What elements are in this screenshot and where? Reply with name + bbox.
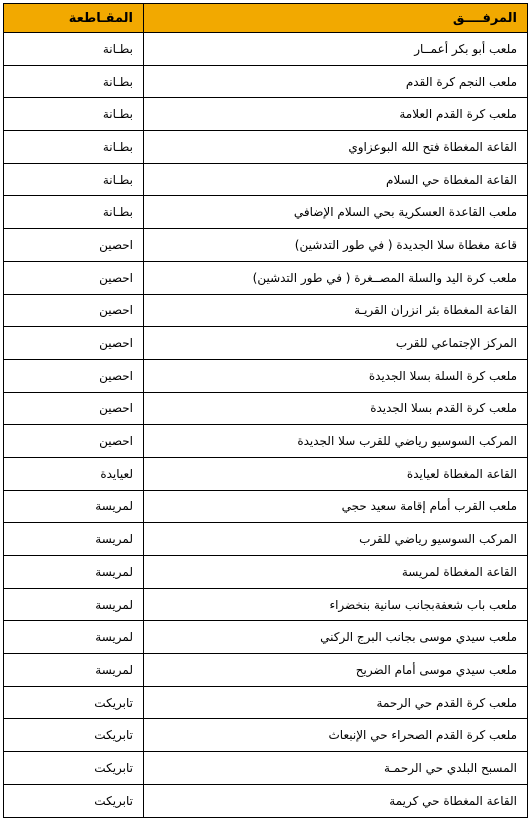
facility-cell[interactable]: القاعة المغطاة لعيايدة	[144, 457, 528, 490]
district-cell[interactable]: بطـانة	[4, 98, 144, 131]
district-cell[interactable]: بطـانة	[4, 163, 144, 196]
district-cell[interactable]: لعيايدة	[4, 457, 144, 490]
table-row	[4, 556, 528, 589]
facility-cell[interactable]: ملعب باب شعفةبجانب سانية بنخضراء	[144, 588, 528, 621]
facility-cell[interactable]: ملعب كرة السلة بسلا الجديدة	[144, 359, 528, 392]
table-row	[4, 588, 528, 621]
district-cell[interactable]: لمريسة	[4, 523, 144, 556]
facility-cell[interactable]: القاعة المغطاة حي كريمة	[144, 784, 528, 817]
table-row	[4, 229, 528, 262]
table-row	[4, 98, 528, 131]
district-cell[interactable]: احصين	[4, 392, 144, 425]
table-row	[4, 196, 528, 229]
table-row	[4, 686, 528, 719]
district-cell[interactable]: لمريسة	[4, 588, 144, 621]
district-cell[interactable]: تابريكت	[4, 719, 144, 752]
table-row	[4, 490, 528, 523]
facility-cell[interactable]: ملعب القرب أمام إقامة سعيد حجي	[144, 490, 528, 523]
district-cell[interactable]: بطـانة	[4, 131, 144, 164]
district-cell[interactable]: احصين	[4, 327, 144, 360]
table-row	[4, 784, 528, 817]
facility-cell[interactable]: ملعب القاعدة العسكرية بحي السلام الإضافي	[144, 196, 528, 229]
facility-cell[interactable]: المركز الإجتماعي للقرب	[144, 327, 528, 360]
district-cell[interactable]: لمريسة	[4, 654, 144, 687]
district-cell[interactable]: بطـانة	[4, 33, 144, 66]
district-cell[interactable]: احصين	[4, 294, 144, 327]
table-row	[4, 621, 528, 654]
facility-cell[interactable]: قاعة مغطاة سلا الجديدة ( في طور التدشين)	[144, 229, 528, 262]
facility-cell[interactable]: ملعب النجم كرة القدم	[144, 65, 528, 98]
facility-cell[interactable]: ملعب كرة القدم الصحراء حي الإنبعاث	[144, 719, 528, 752]
facility-cell[interactable]: المركب السوسيو رياضي للقرب سلا الجديدة	[144, 425, 528, 458]
table-row	[4, 752, 528, 785]
facility-cell[interactable]: ملعب كرة اليد والسلة المصــغرة ( في طور التدشين)	[144, 261, 528, 294]
table-row	[4, 359, 528, 392]
header-facility[interactable]: المرفــــق	[144, 4, 528, 33]
table-row	[4, 392, 528, 425]
table-row	[4, 523, 528, 556]
facility-cell[interactable]: القاعة المغطاة لمريسة	[144, 556, 528, 589]
facility-cell[interactable]: ملعب أبو بكر أعمــار	[144, 33, 528, 66]
facility-cell[interactable]: ملعب كرة القدم بسلا الجديدة	[144, 392, 528, 425]
facilities-table	[3, 3, 528, 818]
district-cell[interactable]: احصين	[4, 359, 144, 392]
table-row	[4, 425, 528, 458]
table-row	[4, 457, 528, 490]
table-row	[4, 65, 528, 98]
facility-cell[interactable]: ملعب سيدي موسى بجانب البرج الركني	[144, 621, 528, 654]
district-cell[interactable]: احصين	[4, 425, 144, 458]
district-cell[interactable]: لمريسة	[4, 490, 144, 523]
table-row	[4, 33, 528, 66]
table-row	[4, 294, 528, 327]
facility-cell[interactable]: ملعب كرة القدم حي الرحمة	[144, 686, 528, 719]
district-cell[interactable]: تابريكت	[4, 686, 144, 719]
header-district[interactable]: المقـاطعة	[4, 4, 144, 33]
table-row	[4, 719, 528, 752]
facility-cell[interactable]: القاعة المغطاة بئر انزران القريـة	[144, 294, 528, 327]
district-cell[interactable]: بطـانة	[4, 196, 144, 229]
table-row	[4, 327, 528, 360]
table-body	[4, 33, 528, 818]
facility-cell[interactable]: القاعة المغطاة فتح الله البوعزاوي	[144, 131, 528, 164]
district-cell[interactable]: احصين	[4, 229, 144, 262]
table-row	[4, 163, 528, 196]
facility-cell[interactable]: القاعة المغطاة حي السلام	[144, 163, 528, 196]
district-cell[interactable]: تابريكت	[4, 784, 144, 817]
table-header	[4, 4, 528, 33]
table-row	[4, 131, 528, 164]
district-cell[interactable]: تابريكت	[4, 752, 144, 785]
facility-cell[interactable]: ملعب سيدي موسى أمام الضريح	[144, 654, 528, 687]
district-cell[interactable]: بطـانة	[4, 65, 144, 98]
district-cell[interactable]: لمريسة	[4, 556, 144, 589]
header-row	[4, 4, 528, 33]
table-row	[4, 261, 528, 294]
district-cell[interactable]: لمريسة	[4, 621, 144, 654]
facility-cell[interactable]: المسبح البلدي حي الرحمـة	[144, 752, 528, 785]
district-cell[interactable]: احصين	[4, 261, 144, 294]
table-row	[4, 654, 528, 687]
facility-cell[interactable]: المركب السوسيو رياضي للقرب	[144, 523, 528, 556]
facility-cell[interactable]: ملعب كرة القدم العلامة	[144, 98, 528, 131]
